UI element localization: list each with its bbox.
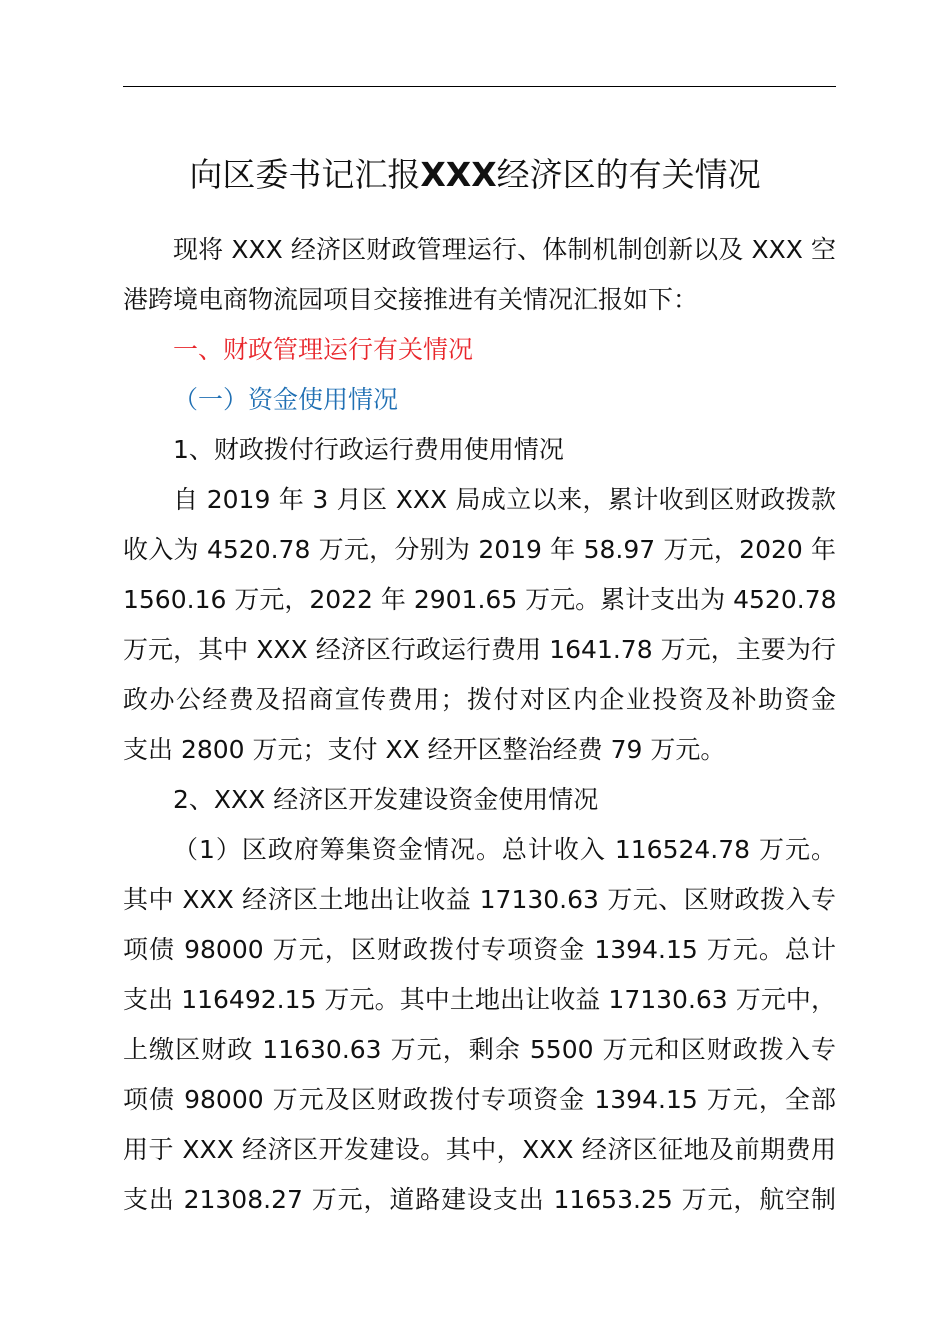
text-line: 收入为 4520.78 万元，分别为 2019 年 58.97 万元，2020 年 — [123, 535, 836, 564]
text-line: 现将 XXX 经济区财政管理运行、体制机制创新以及 XXX 空 — [173, 235, 836, 264]
text-line: 自 2019 年 3 月区 XXX 局成立以来，累计收到区财政拨款 — [173, 485, 836, 514]
intro-paragraph — [123, 225, 836, 325]
text-line: 支出 116492.15 万元。其中土地出让收益 17130.63 万元中， — [123, 985, 836, 1014]
title-text-post: 经济区的有关情况 — [496, 155, 761, 194]
text-line: 政办公经费及招商宣传费用；拨付对区内企业投资及补助资金 — [123, 685, 836, 714]
document-title — [0, 150, 950, 200]
text-line: 项债 98000 万元及区财政拨付专项资金 1394.15 万元，全部 — [123, 1085, 836, 1114]
header-rule — [123, 86, 836, 87]
title-text-pre: 向区委书记汇报 — [189, 155, 421, 194]
item-heading: 1、财政拨付行政运行费用使用情况 — [173, 435, 564, 464]
text-line: 港跨境电商物流园项目交接推进有关情况汇报如下： — [123, 285, 699, 314]
text-line: 用于 XXX 经济区开发建设。其中，XXX 经济区征地及前期费用 — [123, 1135, 836, 1164]
section-heading: 一、财政管理运行有关情况 — [173, 335, 474, 364]
text-line: 1560.16 万元，2022 年 2901.65 万元。累计支出为 4520.78 — [123, 585, 837, 614]
text-line: 支出 2800 万元；支付 XX 经开区整治经费 79 万元。 — [123, 735, 726, 764]
title-text-bold: XXX — [420, 155, 497, 194]
text-line: 万元，其中 XXX 经济区行政运行费用 1641.78 万元，主要为行 — [123, 635, 836, 664]
text-line: （1）区政府筹集资金情况。总计收入 116524.78 万元。 — [173, 835, 836, 864]
item-heading: 2、XXX 经济区开发建设资金使用情况 — [173, 785, 599, 814]
text-line: 其中 XXX 经济区土地出让收益 17130.63 万元、区财政拨入专 — [123, 885, 836, 914]
text-line: 项债 98000 万元，区财政拨付专项资金 1394.15 万元。总计 — [123, 935, 836, 964]
item1-paragraph — [123, 475, 836, 775]
text-line: 上缴区财政 11630.63 万元，剩余 5500 万元和区财政拨入专 — [123, 1035, 836, 1064]
text-line: 支出 21308.27 万元，道路建设支出 11653.25 万元，航空制 — [123, 1185, 836, 1214]
item2-paragraph — [123, 825, 836, 1225]
subsection-heading: （一）资金使用情况 — [173, 385, 399, 414]
document-body — [123, 225, 836, 1225]
